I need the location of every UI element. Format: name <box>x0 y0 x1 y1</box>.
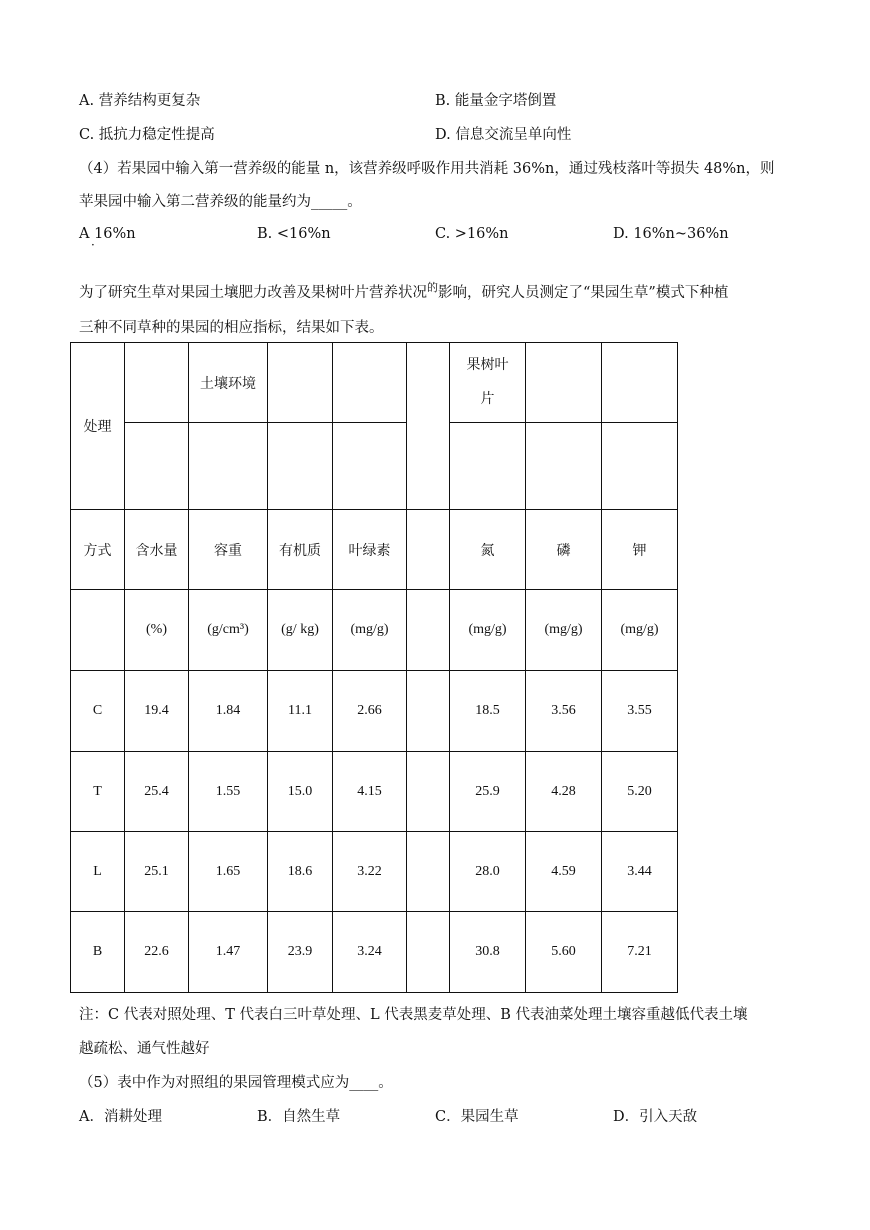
intro-line1 <box>79 281 728 302</box>
header-blank <box>602 343 678 423</box>
spacer-cell <box>407 510 450 590</box>
row-label: L <box>71 832 125 912</box>
table-cell: 5.60 <box>526 912 602 993</box>
q5-option-a: A．消耕处理 <box>79 1109 162 1125</box>
spacer-cell <box>407 671 450 752</box>
table-cell: 7.21 <box>602 912 678 993</box>
table-cell: 25.4 <box>125 752 189 832</box>
q4-option-b: B. <16%n <box>257 226 331 242</box>
table-cell: 19.4 <box>125 671 189 752</box>
unit-organic-matter: (g/ kg) <box>268 590 333 671</box>
header-blank <box>526 423 602 510</box>
header-blank <box>333 343 407 423</box>
table-cell: 4.28 <box>526 752 602 832</box>
q3-option-c: C. 抵抗力稳定性提高 <box>79 127 215 143</box>
header-blank <box>125 423 189 510</box>
spacer-cell <box>407 912 450 993</box>
header-blank <box>189 423 268 510</box>
header-blank <box>125 343 189 423</box>
unit-phosphorus: (mg/g) <box>526 590 602 671</box>
table-cell: 4.15 <box>333 752 407 832</box>
header-blank <box>333 423 407 510</box>
column-header-water: 含水量 <box>125 510 189 590</box>
table-cell: 4.59 <box>526 832 602 912</box>
table-cell: 30.8 <box>450 912 526 993</box>
unit-bulk-density: (g/cm³) <box>189 590 268 671</box>
column-header-nitrogen: 氮 <box>450 510 526 590</box>
q3-option-b: B. 能量金字塔倒置 <box>435 93 557 109</box>
header-blank <box>268 343 333 423</box>
table-cell: 25.9 <box>450 752 526 832</box>
intro-line1-b: 影响，研究人员测定了“果园生草”模式下种植 <box>438 285 729 301</box>
table-cell: 3.44 <box>602 832 678 912</box>
header-soil-group: 土壤环境 <box>189 343 268 423</box>
q4-option-c: C. >16%n <box>435 226 509 242</box>
units-blank <box>71 590 125 671</box>
table-cell: 15.0 <box>268 752 333 832</box>
table-cell: 18.5 <box>450 671 526 752</box>
spacer-cell <box>407 752 450 832</box>
table-row <box>71 671 678 752</box>
unit-potassium: (mg/g) <box>602 590 678 671</box>
q4-option-a-dot: · <box>91 238 95 252</box>
table-cell: 1.47 <box>189 912 268 993</box>
table-cell: 1.55 <box>189 752 268 832</box>
spacer-cell <box>407 590 450 671</box>
table-cell: 5.20 <box>602 752 678 832</box>
column-header-phosphorus: 磷 <box>526 510 602 590</box>
header-spacer <box>407 343 450 510</box>
q3-option-a: A. 营养结构更复杂 <box>79 93 201 109</box>
header-blank <box>602 423 678 510</box>
unit-water: (%) <box>125 590 189 671</box>
q4-option-d: D. 16%n~36%n <box>613 226 729 242</box>
row-label: B <box>71 912 125 993</box>
header-leaf-group: 果树叶 片 <box>450 343 526 423</box>
unit-nitrogen: (mg/g) <box>450 590 526 671</box>
table-cell: 1.65 <box>189 832 268 912</box>
table-cell: 2.66 <box>333 671 407 752</box>
table-row <box>71 752 678 832</box>
row-label: T <box>71 752 125 832</box>
intro-line1-a: 为了研究生草对果园土壤肥力改善及果树叶片营养状况 <box>79 285 427 301</box>
table-row <box>71 912 678 993</box>
column-header-potassium: 钾 <box>602 510 678 590</box>
table-cell: 23.9 <box>268 912 333 993</box>
column-header-bulk-density: 容重 <box>189 510 268 590</box>
results-table <box>70 342 678 993</box>
table-cell: 18.6 <box>268 832 333 912</box>
column-header-organic-matter: 有机质 <box>268 510 333 590</box>
q5-option-b: B．自然生草 <box>257 1109 341 1125</box>
row-label: C <box>71 671 125 752</box>
table-cell: 25.1 <box>125 832 189 912</box>
q4-stem-line1: （4）若果园中输入第一营养级的能量 n，该营养级呼吸作用共消耗 36%n，通过残枝落叶等损失 48%n，则 <box>79 161 775 177</box>
table-cell: 3.24 <box>333 912 407 993</box>
header-method: 方式 <box>71 510 125 590</box>
header-blank <box>450 423 526 510</box>
q4-stem-line2: 苹果园中输入第二营养级的能量约为_____。 <box>79 194 362 210</box>
q4-option-a: A 16%n <box>79 226 136 242</box>
spacer-cell <box>407 832 450 912</box>
intro-superscript: 的 <box>427 281 438 294</box>
unit-chlorophyll: (mg/g) <box>333 590 407 671</box>
table-cell: 28.0 <box>450 832 526 912</box>
table-cell: 11.1 <box>268 671 333 752</box>
table-note-line1: 注：C 代表对照处理、T 代表白三叶草处理、L 代表黑麦草处理、B 代表油菜处理土壤容重越低代表土壤 <box>79 1007 748 1023</box>
column-header-chlorophyll: 叶绿素 <box>333 510 407 590</box>
table-cell: 3.22 <box>333 832 407 912</box>
q5-option-d: D．引入天敌 <box>613 1109 698 1125</box>
header-treatment: 处理 <box>71 343 125 510</box>
q5-option-c: C．果园生草 <box>435 1109 519 1125</box>
table-note-line2: 越疏松、通气性越好 <box>79 1041 210 1057</box>
table-cell: 22.6 <box>125 912 189 993</box>
header-blank <box>526 343 602 423</box>
header-blank <box>268 423 333 510</box>
table-cell: 3.55 <box>602 671 678 752</box>
table-cell: 3.56 <box>526 671 602 752</box>
table-row <box>71 832 678 912</box>
table-cell: 1.84 <box>189 671 268 752</box>
q5-stem: （5）表中作为对照组的果园管理模式应为____。 <box>79 1075 393 1091</box>
intro-line2: 三种不同草种的果园的相应指标，结果如下表。 <box>79 320 384 336</box>
q3-option-d: D. 信息交流呈单向性 <box>435 127 572 143</box>
